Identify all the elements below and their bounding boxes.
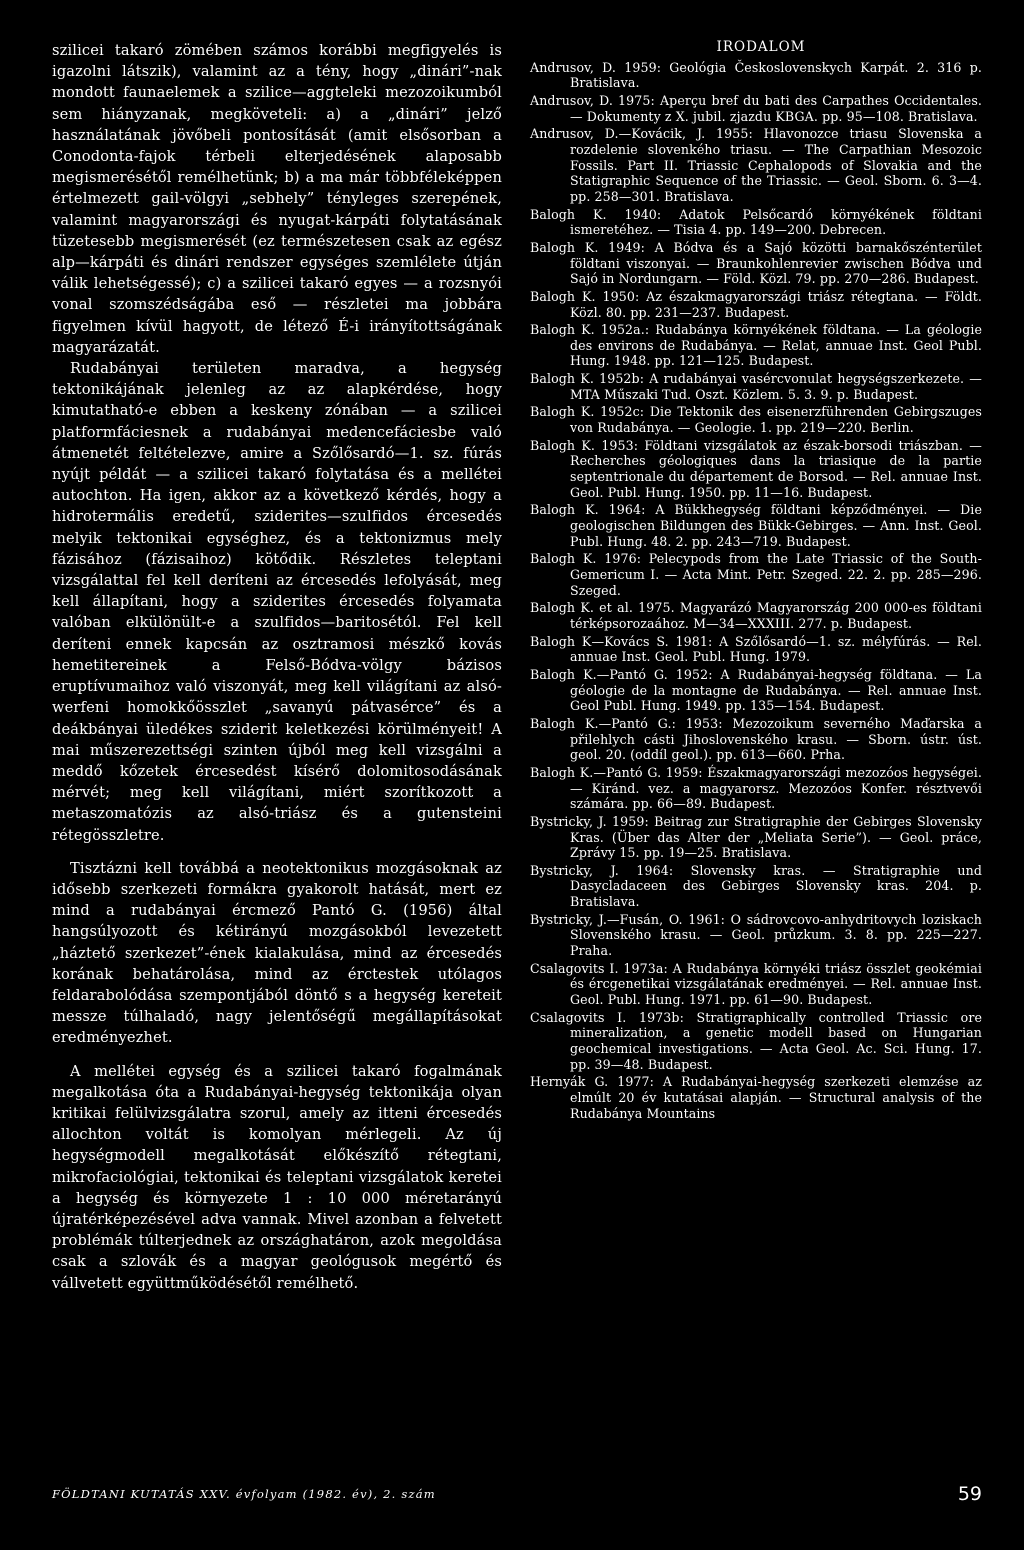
reference-item: Andrusov, D. 1975: Aperçu bref du bati des Carpathes Occidentales. — Dokumenty z X. jubil. zjazdu KBGA. pp. 95—108. Bratislava. — [530, 92, 982, 124]
reference-item: Balogh K. 1952a.: Rudabánya környékének földtana. — La géologie des environs de Rudabánya. — Relat, annuae Inst. Geol Publ. Hung. 1948. pp. 121—125. Budapest. — [530, 322, 982, 369]
reference-item: Balogh K. et al. 1975. Magyarázó Magyarország 200 000-es földtani térképsorozaához. M—34—XXXIII. 277. p. Budapest. — [530, 600, 982, 631]
reference-item: Csalagovits I. 1973a: A Rudabánya környéki triász összlet geokémiai és ércgenetikai vizsgálatának eredményei. — Rel. annuae Inst. Geol. Publ. Hung. 1971. pp. 61—90. Budapest. — [530, 960, 982, 1008]
page-number: 59 — [957, 1483, 982, 1505]
reference-item: Balogh K. 1976: Pelecypods from the Late Triassic of the South-Gemericum I. — Acta Mint. Petr. Szeged. 22. 2. pp. 285—296. Szeged. — [530, 551, 982, 598]
body-paragraph: A mellétei egység és a szilicei takaró fogalmának megalkotása óta a Rudabányai-hegység tektonikája olyan kritikai felülvizsgálatra szorul, amely az itteni ércesedés allochton voltát is komolyan mérlegeli. Az új hegységmodell megalkotását előkészítő rétegtani, mikrofaciológiai, tektonikai és teleptani vizsgálatok keretei a hegység és környezete 1 : 10 000 méretarányú újratérképezésével adva vannak. Mivel azonban a felvetett problémák túlterjednek az országhatáron, azok megoldása csak a szlovák és a magyar geológusok megértő és vállvetett együttműködésétől remélhető. — [52, 1062, 502, 1292]
reference-item: Csalagovits I. 1973b: Stratigraphically controlled Triassic ore mineralization, a genetic modell based on Hungarian geochemical investigations. — Acta Geol. Ac. Sci. Hung. 17. pp. 39—48. Budapest. — [530, 1009, 982, 1072]
reference-item: Balogh K. 1949: A Bódva és a Sajó közötti barnakőszénterület földtani viszonyai. — Braunkohlenrevier zwischen Bódva und Sajó in Nordungarn. — Föld. Közl. 79. pp. 270—286. Budapest. — [530, 239, 982, 287]
journal-citation: FÖLDTANI KUTATÁS XXV. évfolyam (1982. év), 2. szám — [52, 1487, 436, 1501]
reference-item: Balogh K. 1952c: Die Tektonik des eisenerzführenden Gebirgszuges von Rudabánya. — Geologie. 1. pp. 219—220. Berlin. — [530, 404, 982, 436]
references-column — [530, 40, 982, 1123]
reference-item: Balogh K.—Pantó G.: 1953: Mezozoikum severného Maďarska a přilehlych cásti Jihoslovenského krasu. — Sborn. ústr. úst. geol. 20. (oddíl geol.). pp. 613—660. Prha. — [530, 715, 982, 763]
reference-item: Bystricky, J. 1959: Beitrag zur Stratigraphie der Gebirges Slovensky Kras. (Über das Alter der „Meliata Serie”). — Geol. práce, Zprávy 15. pp. 19—25. Bratislava. — [530, 813, 982, 861]
body-paragraph: Tisztázni kell továbbá a neotektonikus mozgásoknak az idősebb szerkezeti formákra gyakorolt hatását, mert ez mind a rudabányai ércmező Pantó G. (1956) által hangsúlyozott és kétirányú mozgásokból levezetett „háztető szerkezet”-ének kialakulása, mind az ércesedés korának behatárolása, mind az érctestek utólagos feldarabolódása szempontjából döntő s a hegység kereteit messze túlhaladó, nagy jelentőségű megállapításokat eredményezhet. — [52, 859, 502, 1047]
reference-item: Andrusov, D. 1959: Geológia Československych Karpát. 2. 316 p. Bratislava. — [530, 59, 982, 91]
reference-item: Balogh K.—Pantó G. 1952: A Rudabányai-hegység földtana. — La géologie de la montagne de Rudabánya. — Rel. annuae Inst. Geol Publ. Hung. 1949. pp. 135—154. Budapest. — [530, 666, 982, 714]
reference-item: Balogh K—Kovács S. 1981: A Szőlősardó—1. sz. mélyfúrás. — Rel. annuae Inst. Geol. Publ. Hung. 1979. — [530, 633, 982, 665]
body-paragraph: Rudabányai területen maradva, a hegység tektonikájának jelenleg az az alapkérdése, hogy kimutatható-e ebben a keskeny zónában — a szilicei platformfáciesnek a rudabányai medencefáciesbe való átmenetét feltételezve, amire a Szőlősardó—1. sz. fúrás nyújt példát — a szilicei takaró folytatása és a mellétei autochton. Ha igen, akkor az a következő kérdés, hogy a hidrotermális eredetű, sziderites—szulfidos ércesedés melyik tektonikai egységhez, és a tektonizmus mely fázisához (fázisaihoz) kötődik. Részletes teleptani vizsgálattal fel kell deríteni az ércesedés lefolyását, meg kell állapítani, hogy a sziderites ércesedés folyamata valóban elkülönült-e a szulfidos—baritosétól. Fel kell deríteni ennek kapcsán az osztramosi mészkő kovás hemetitereinek a Felső-Bódva-völgy bázisos eruptívumaihoz való viszonyát, meg kell világítani az alsó-werfeni homokkőösszlet „savanyú pátvasérce” és a deákbányai üledékes sziderit keletkezési körülményeit! A mai műszerezettségi szinten újból meg kell vizsgálni a meddő kőzetek ércesedést kísérő dolomitosodásának mérvét; meg kell világítani, miért szorítkozott a metaszomatózis az alsó-triász és a gutensteini rétegösszletre. — [52, 360, 502, 844]
reference-item: Balogh K. 1952b: A rudabányai vasércvonulat hegységszerkezete. — MTA Műszaki Tud. Oszt. Közlem. 5. 3. 9. p. Budapest. — [530, 371, 982, 402]
body-paragraph: szilicei takaró zömében számos korábbi megfigyelés is igazolni látszik), valamint az a tény, hogy „dinári”-nak mondott faunaelemek a szilice—aggteleki mezozoikumból sem hiányzanak, megköveteli: a) a „dinári” jelző használatának jövőbeli pontosítását (amit elsősorban a Conodonta-fajok térbeli elterjedésének alaposabb megismerésétől remélhetünk; b) a ma már többféleképpen értelmezett gail-völgyi „sebhely” tényleges szerepének, valamint magyarországi és nyugat-kárpáti folytatásának tüzetesebb megismerését (ez természetesen csak az egész alp—kárpáti és dinári rendszer egységes szemlélete útján válik lehetségessé); c) a szilicei takaró egyes — a rozsnyói vonal szomszédságába eső — részletei ma jobbára figyelmen kívül hagyott, de létező É-i irányítottságának magyarázatát. — [52, 42, 502, 356]
reference-item: Balogh K. 1953: Földtani vizsgálatok az észak-borsodi triászban. — Recherches géologiques dans la triasique de la partie septentrionale du département de Borsod. — Rel. annuae Inst. Geol. Publ. Hung. 1950. pp. 11—16. Budapest. — [530, 437, 982, 500]
reference-item: Balogh K. 1950: Az északmagyarországi triász rétegtana. — Földt. Közl. 80. pp. 231—237. Budapest. — [530, 288, 982, 320]
reference-item: Andrusov, D.—Kovácik, J. 1955: Hlavonozce triasu Slovenska a rozdelenie slovenkého triasu. — The Carpathian Mesozoic Fossils. Part II. Triassic Cephalopods of Slovakia and the Statigraphic Sequence of the Triassic. — Geol. Sborn. 6. 3—4. pp. 258—301. Bratislava. — [530, 126, 982, 204]
reference-item: Hernyák G. 1977: A Rudabányai-hegység szerkezeti elemzése az elmúlt 20 év kutatásai alapján. — Structural analysis of the Rudabánya Mountains — [530, 1074, 982, 1121]
reference-item: Balogh K. 1940: Adatok Pelsőcardó környékének földtani ismeretéhez. — Tisia 4. pp. 149—200. Debrecen. — [530, 206, 982, 238]
reference-item: Balogh K. 1964: A Bükkhegység földtani képződményei. — Die geologischen Bildungen des Bükk-Gebirges. — Ann. Inst. Geol. Publ. Hung. 48. 2. pp. 243—719. Budapest. — [530, 502, 982, 549]
page-footer — [52, 1483, 982, 1507]
body-text-column — [52, 40, 502, 1294]
references-heading: IRODALOM — [716, 39, 806, 55]
reference-item: Bystricky, J.—Fusán, O. 1961: O sádrovcovo-anhydritovych loziskach Slovenského krasu. — Geol. průzkum. 3. 8. pp. 225—227. Praha. — [530, 911, 982, 959]
reference-item: Balogh K.—Pantó G. 1959: Északmagyarországi mezozóos hegységei. — Kiránd. vez. a magyarorsz. Mezozóos Konfer. résztvevői számára. pp. 66—89. Budapest. — [530, 764, 982, 812]
reference-item: Bystricky, J. 1964: Slovensky kras. — Stratigraphie und Dasycladaceen des Gebirges Slovensky kras. 204. p. Bratislava. — [530, 862, 982, 910]
